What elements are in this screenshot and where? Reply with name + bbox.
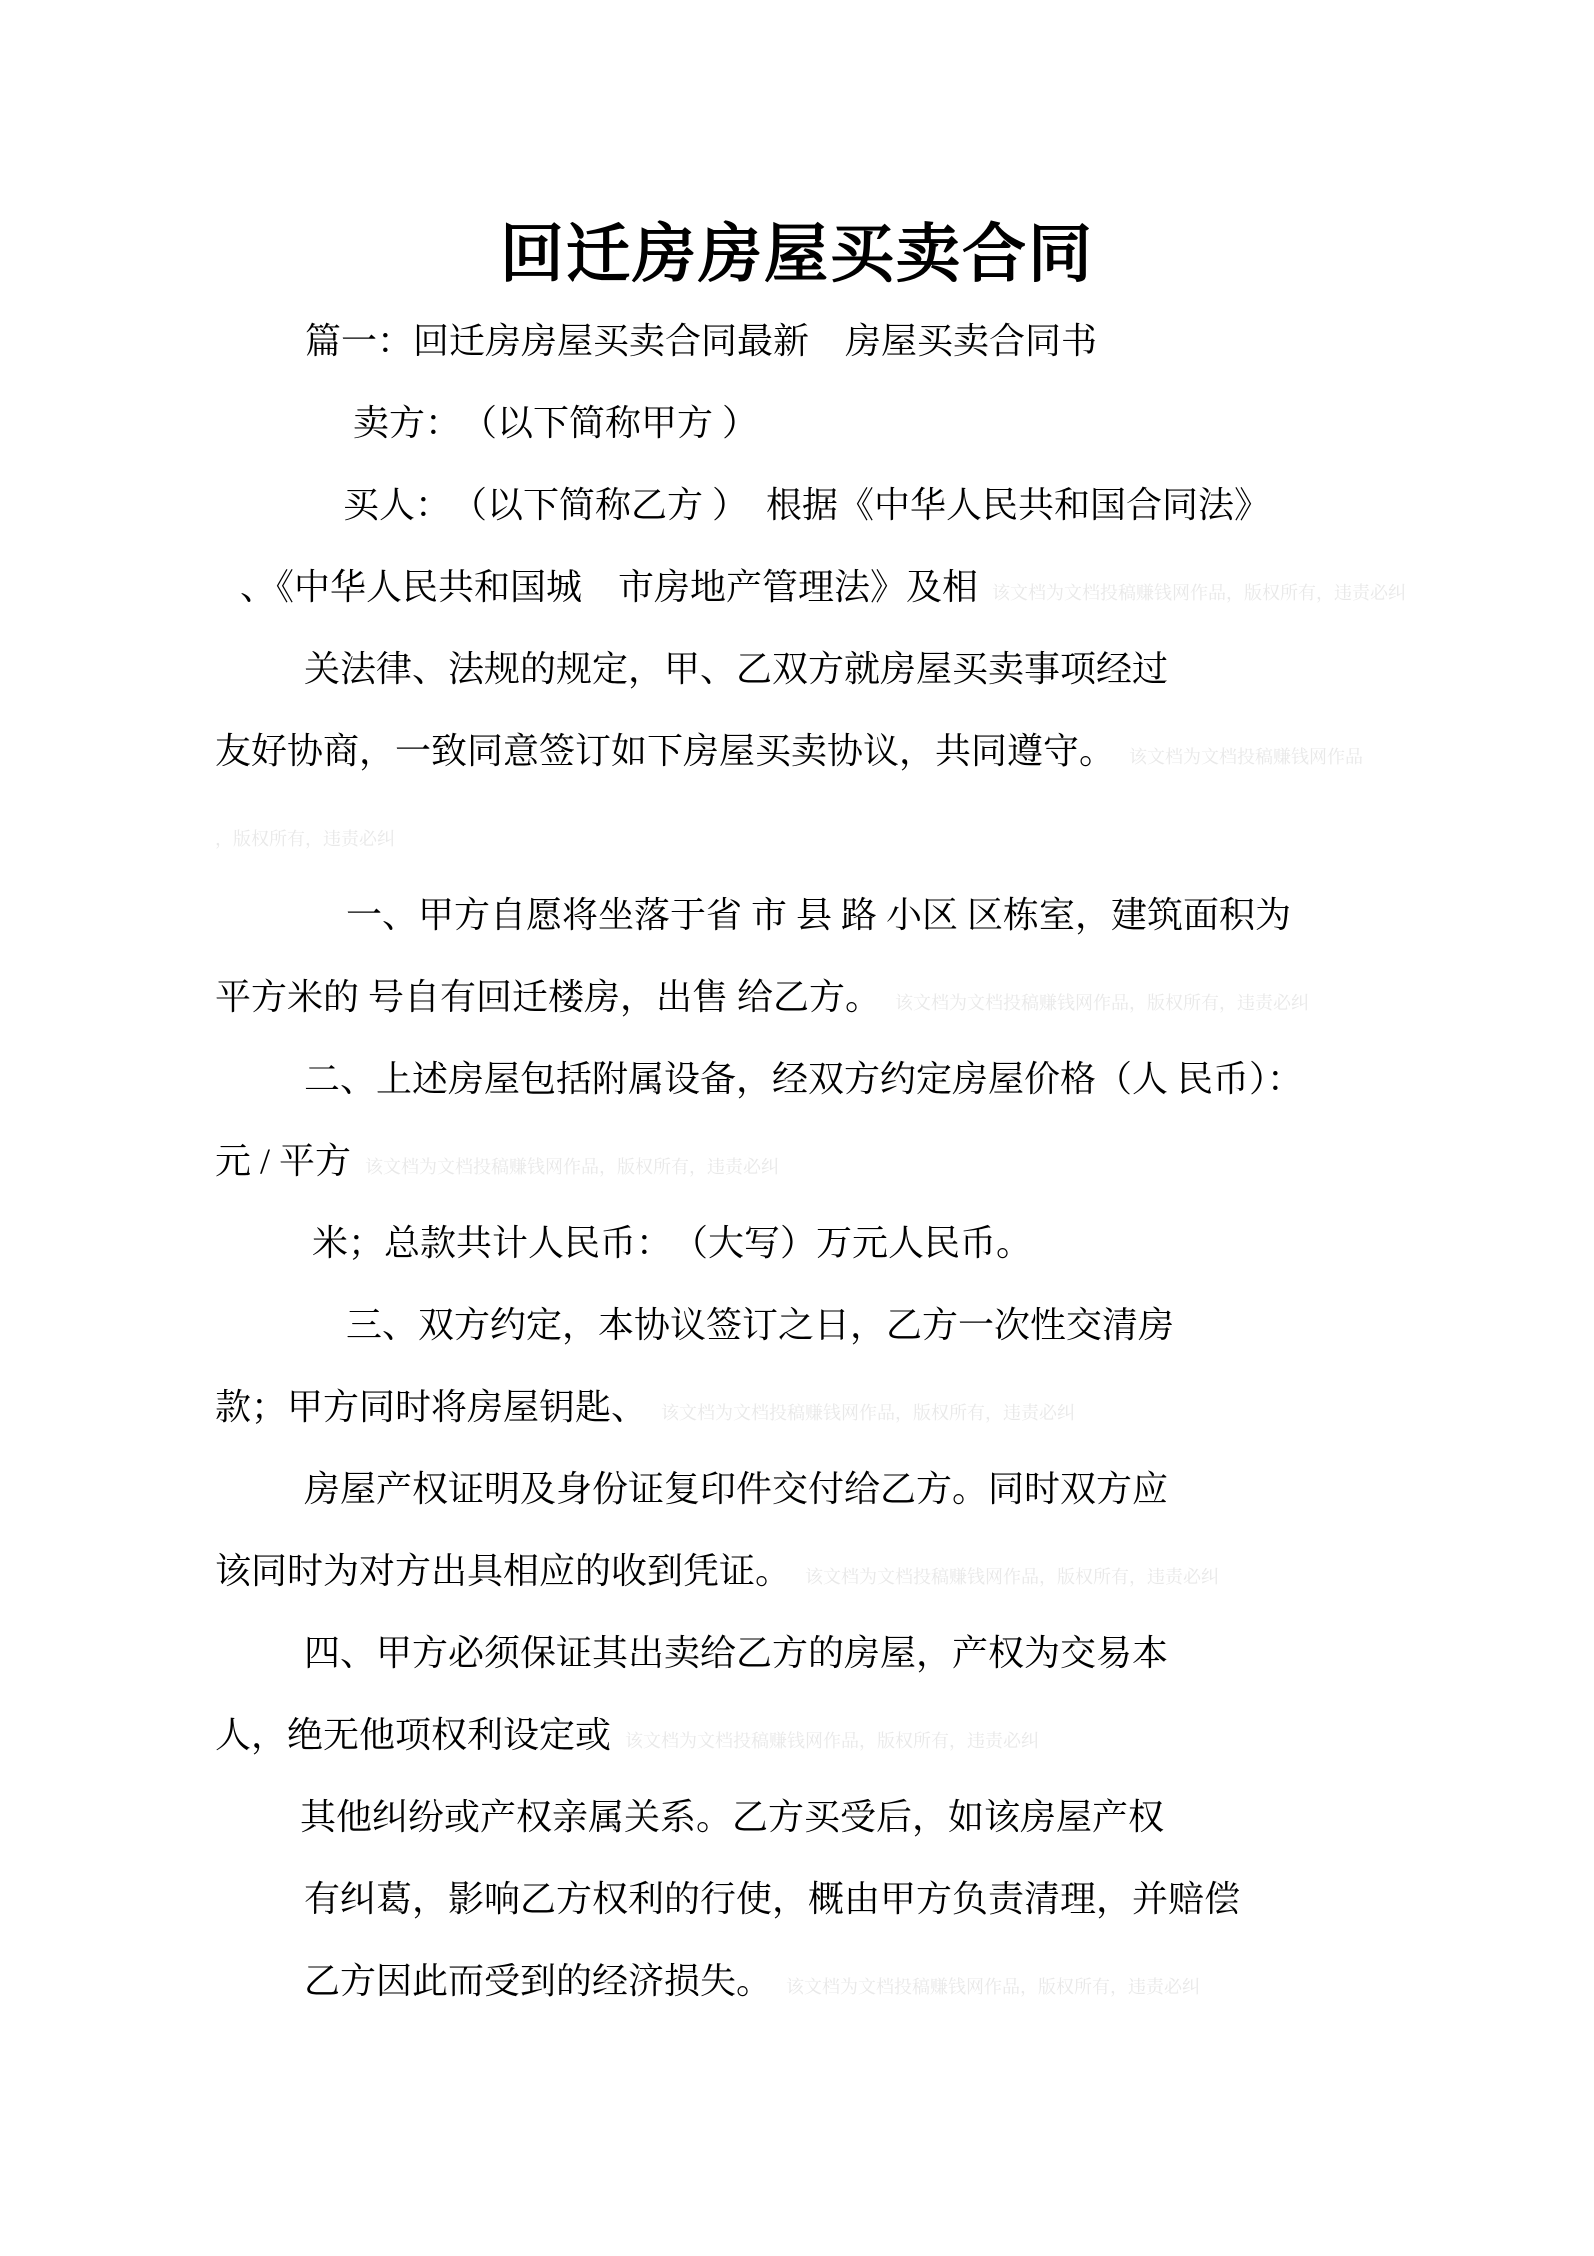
watermark-text: 该文档为文档投稿赚钱网作品，版权所有，违责必纠 xyxy=(661,1403,1076,1423)
document-line xyxy=(215,1776,1454,1858)
watermark-text: 该文档为文档投稿赚钱网作品 xyxy=(1129,747,1364,767)
document-line xyxy=(215,792,1454,874)
document-line xyxy=(215,1202,1454,1284)
line-text: 乙方因此而受到的经济损失。 xyxy=(304,1961,773,2001)
document-line xyxy=(215,300,1454,382)
line-text: 元 / 平方 xyxy=(215,1141,352,1181)
line-text: 有纠葛，影响乙方权利的行使，概由甲方负责清理，并赔偿 xyxy=(304,1879,1241,1919)
document-line xyxy=(215,1038,1454,1120)
line-text: 友好协商，一致同意签订如下房屋买卖协议，共同遵守。 xyxy=(215,731,1116,771)
line-text: 篇一：回迁房房屋买卖合同最新 房屋买卖合同书 xyxy=(305,321,1098,361)
line-text: 买人： （以下简称乙方 ） 根据《中华人民共和国合同法》 xyxy=(343,485,1271,525)
line-text: 一、甲方自愿将坐落于省 市 县 路 小区 区栋室，建筑面积为 xyxy=(346,895,1292,935)
line-text: 卖方： （以下简称甲方 ） xyxy=(353,403,759,443)
watermark-text: 该文档为文档投稿赚钱网作品，版权所有，违责必纠 xyxy=(895,993,1310,1013)
document-line xyxy=(215,1120,1454,1202)
line-text: 该同时为对方出具相应的收到凭证。 xyxy=(215,1551,792,1591)
line-text: 、《中华人民共和国城 市房地产管理法》及相 xyxy=(240,567,979,607)
line-text: 米；总款共计人民币： （大写）万元人民币。 xyxy=(312,1223,1033,1263)
line-text: 人，绝无他项权利设定或 xyxy=(215,1715,612,1755)
document-line xyxy=(215,1694,1454,1776)
line-text: 关法律、法规的规定，甲、乙双方就房屋买卖事项经过 xyxy=(304,649,1169,689)
watermark-text: 该文档为文档投稿赚钱网作品，版权所有，违责必纠 xyxy=(992,583,1407,603)
watermark-text: ，版权所有，违责必纠 xyxy=(215,829,395,849)
document-line xyxy=(215,1612,1454,1694)
document-line xyxy=(215,1284,1454,1366)
document-line xyxy=(215,874,1454,956)
document-line xyxy=(215,1366,1454,1448)
line-text: 平方米的 号自有回迁楼房，出售 给乙方。 xyxy=(215,977,882,1017)
document-line xyxy=(215,1940,1454,2022)
document-title: 回迁房房屋买卖合同 xyxy=(500,218,1094,290)
document-line xyxy=(215,546,1454,628)
line-text: 四、甲方必须保证其出卖给乙方的房屋，产权为交易本 xyxy=(304,1633,1169,1673)
line-text: 房屋产权证明及身份证复印件交付给乙方。同时双方应 xyxy=(304,1469,1169,1509)
watermark-text: 该文档为文档投稿赚钱网作品，版权所有，违责必纠 xyxy=(625,1731,1040,1751)
document-line xyxy=(215,710,1454,792)
line-text: 三、双方约定，本协议签订之日，乙方一次性交清房 xyxy=(346,1305,1175,1345)
document-line xyxy=(215,1858,1454,1940)
line-text: 其他纠纷或产权亲属关系。乙方买受后，如该房屋产权 xyxy=(300,1797,1165,1837)
watermark-text: 该文档为文档投稿赚钱网作品，版权所有，违责必纠 xyxy=(805,1567,1220,1587)
document-line xyxy=(215,628,1454,710)
document-body xyxy=(0,300,1594,2022)
document-line xyxy=(215,1530,1454,1612)
document-line xyxy=(215,464,1454,546)
line-text: 款；甲方同时将房屋钥匙、 xyxy=(215,1387,648,1427)
document-line xyxy=(215,1448,1454,1530)
line-text: 二、上述房屋包括附属设备，经双方约定房屋价格（人 民币）： xyxy=(304,1059,1304,1099)
watermark-text: 该文档为文档投稿赚钱网作品，版权所有，违责必纠 xyxy=(786,1977,1201,1997)
watermark-text: 该文档为文档投稿赚钱网作品，版权所有，违责必纠 xyxy=(365,1157,780,1177)
document-line xyxy=(215,956,1454,1038)
document-line xyxy=(215,382,1454,464)
